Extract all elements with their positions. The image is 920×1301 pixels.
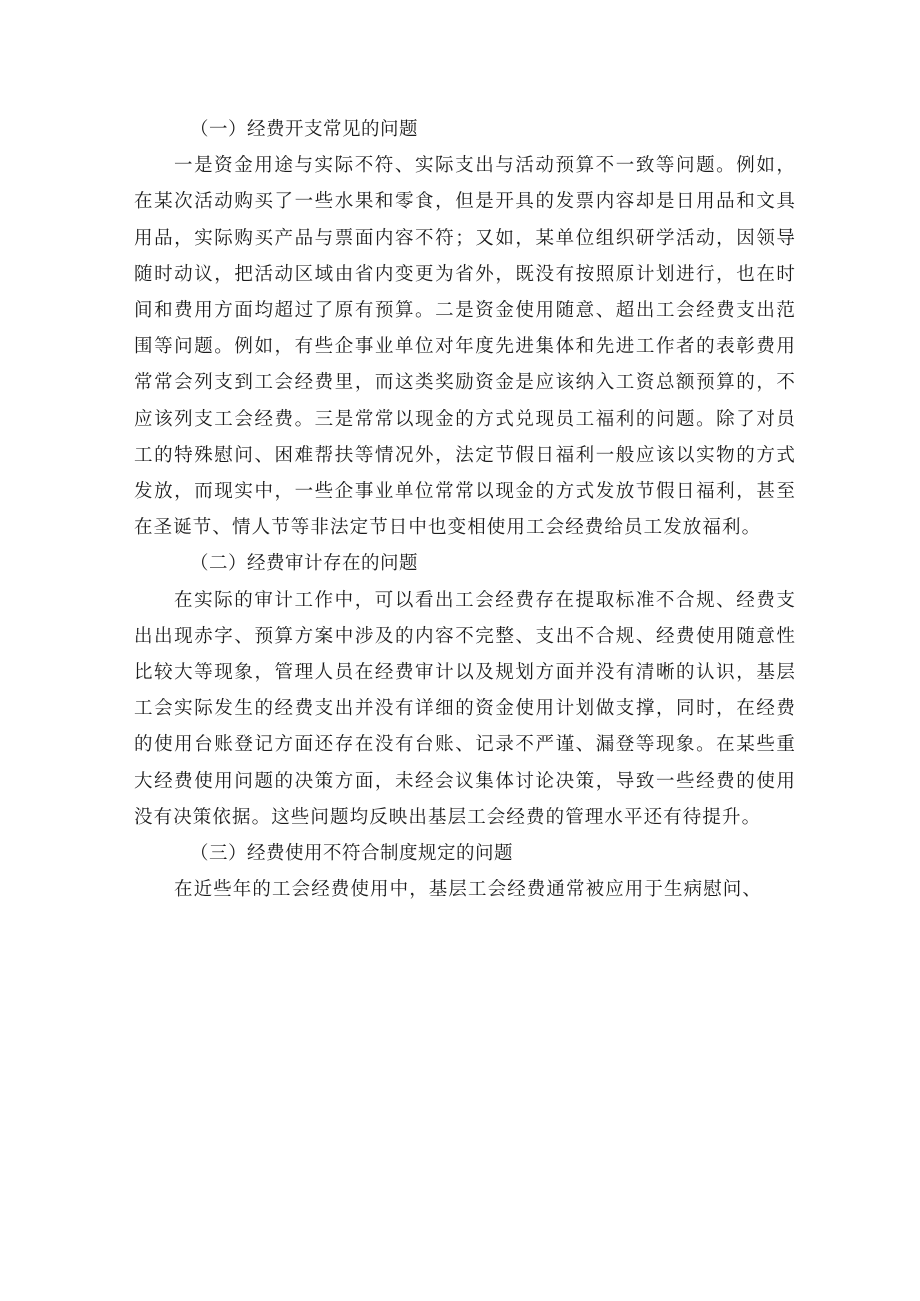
section-heading-1: （一）经费开支常见的问题 (190, 119, 419, 140)
document-body (134, 112, 796, 908)
section-heading-3: （三）经费使用不符合制度规定的问题 (190, 843, 514, 865)
section-paragraph-3: 在近些年的工会经费使用中，基层工会经费通常被应用于生病慰问、 (174, 879, 763, 901)
section-paragraph-2: 在实际的审计工作中，可以看出工会经费存在提取标准不合规、经费支出出现赤字、预算方案中涉及的内容不完整、支出不合规、经费使用随意性比较大等现象，管理人员在经费审计以及规划方面并没有清晰的认识，基层工会实际发生的经费支出并没有详细的资金使用计划做支撑，同时，在经费的使用台账登记方面还存在没有台账、记录不严谨、漏登等现象。在某些重大经费使用问题的决策方面，未经会议集体讨论决策，导致一些经费的使用没有决策依据。这些问题均反映出基层工会经费的管理水平还有待提升。 (134, 589, 796, 828)
section-paragraph-1: 一是资金用途与实际不符、实际支出与活动预算不一致等问题。例如，在某次活动购买了一些水果和零食，但是开具的发票内容却是日用品和文具用品，实际购买产品与票面内容不符；又如，某单位组织研学活动，因领导随时动议，把活动区域由省内变更为省外，既没有按照原计划进行，也在时间和费用方面均超过了原有预算。二是资金使用随意、超出工会经费支出范围等问题。例如，有些企事业单位对年度先进集体和先进工作者的表彰费用常常会列支到工会经费里，而这类奖励资金是应该纳入工资总额预算的，不应该列支工会经费。三是常常以现金的方式兑现员工福利的问题。除了对员工的特殊慰问、困难帮扶等情况外，法定节假日福利一般应该以实物的方式发放，而现实中，一些企事业单位常常以现金的方式发放节假日福利，甚至在圣诞节、情人节等非法定节日中也变相使用工会经费给员工发放福利。 (134, 155, 796, 539)
section-heading-2: （二）经费审计存在的问题 (190, 553, 419, 575)
